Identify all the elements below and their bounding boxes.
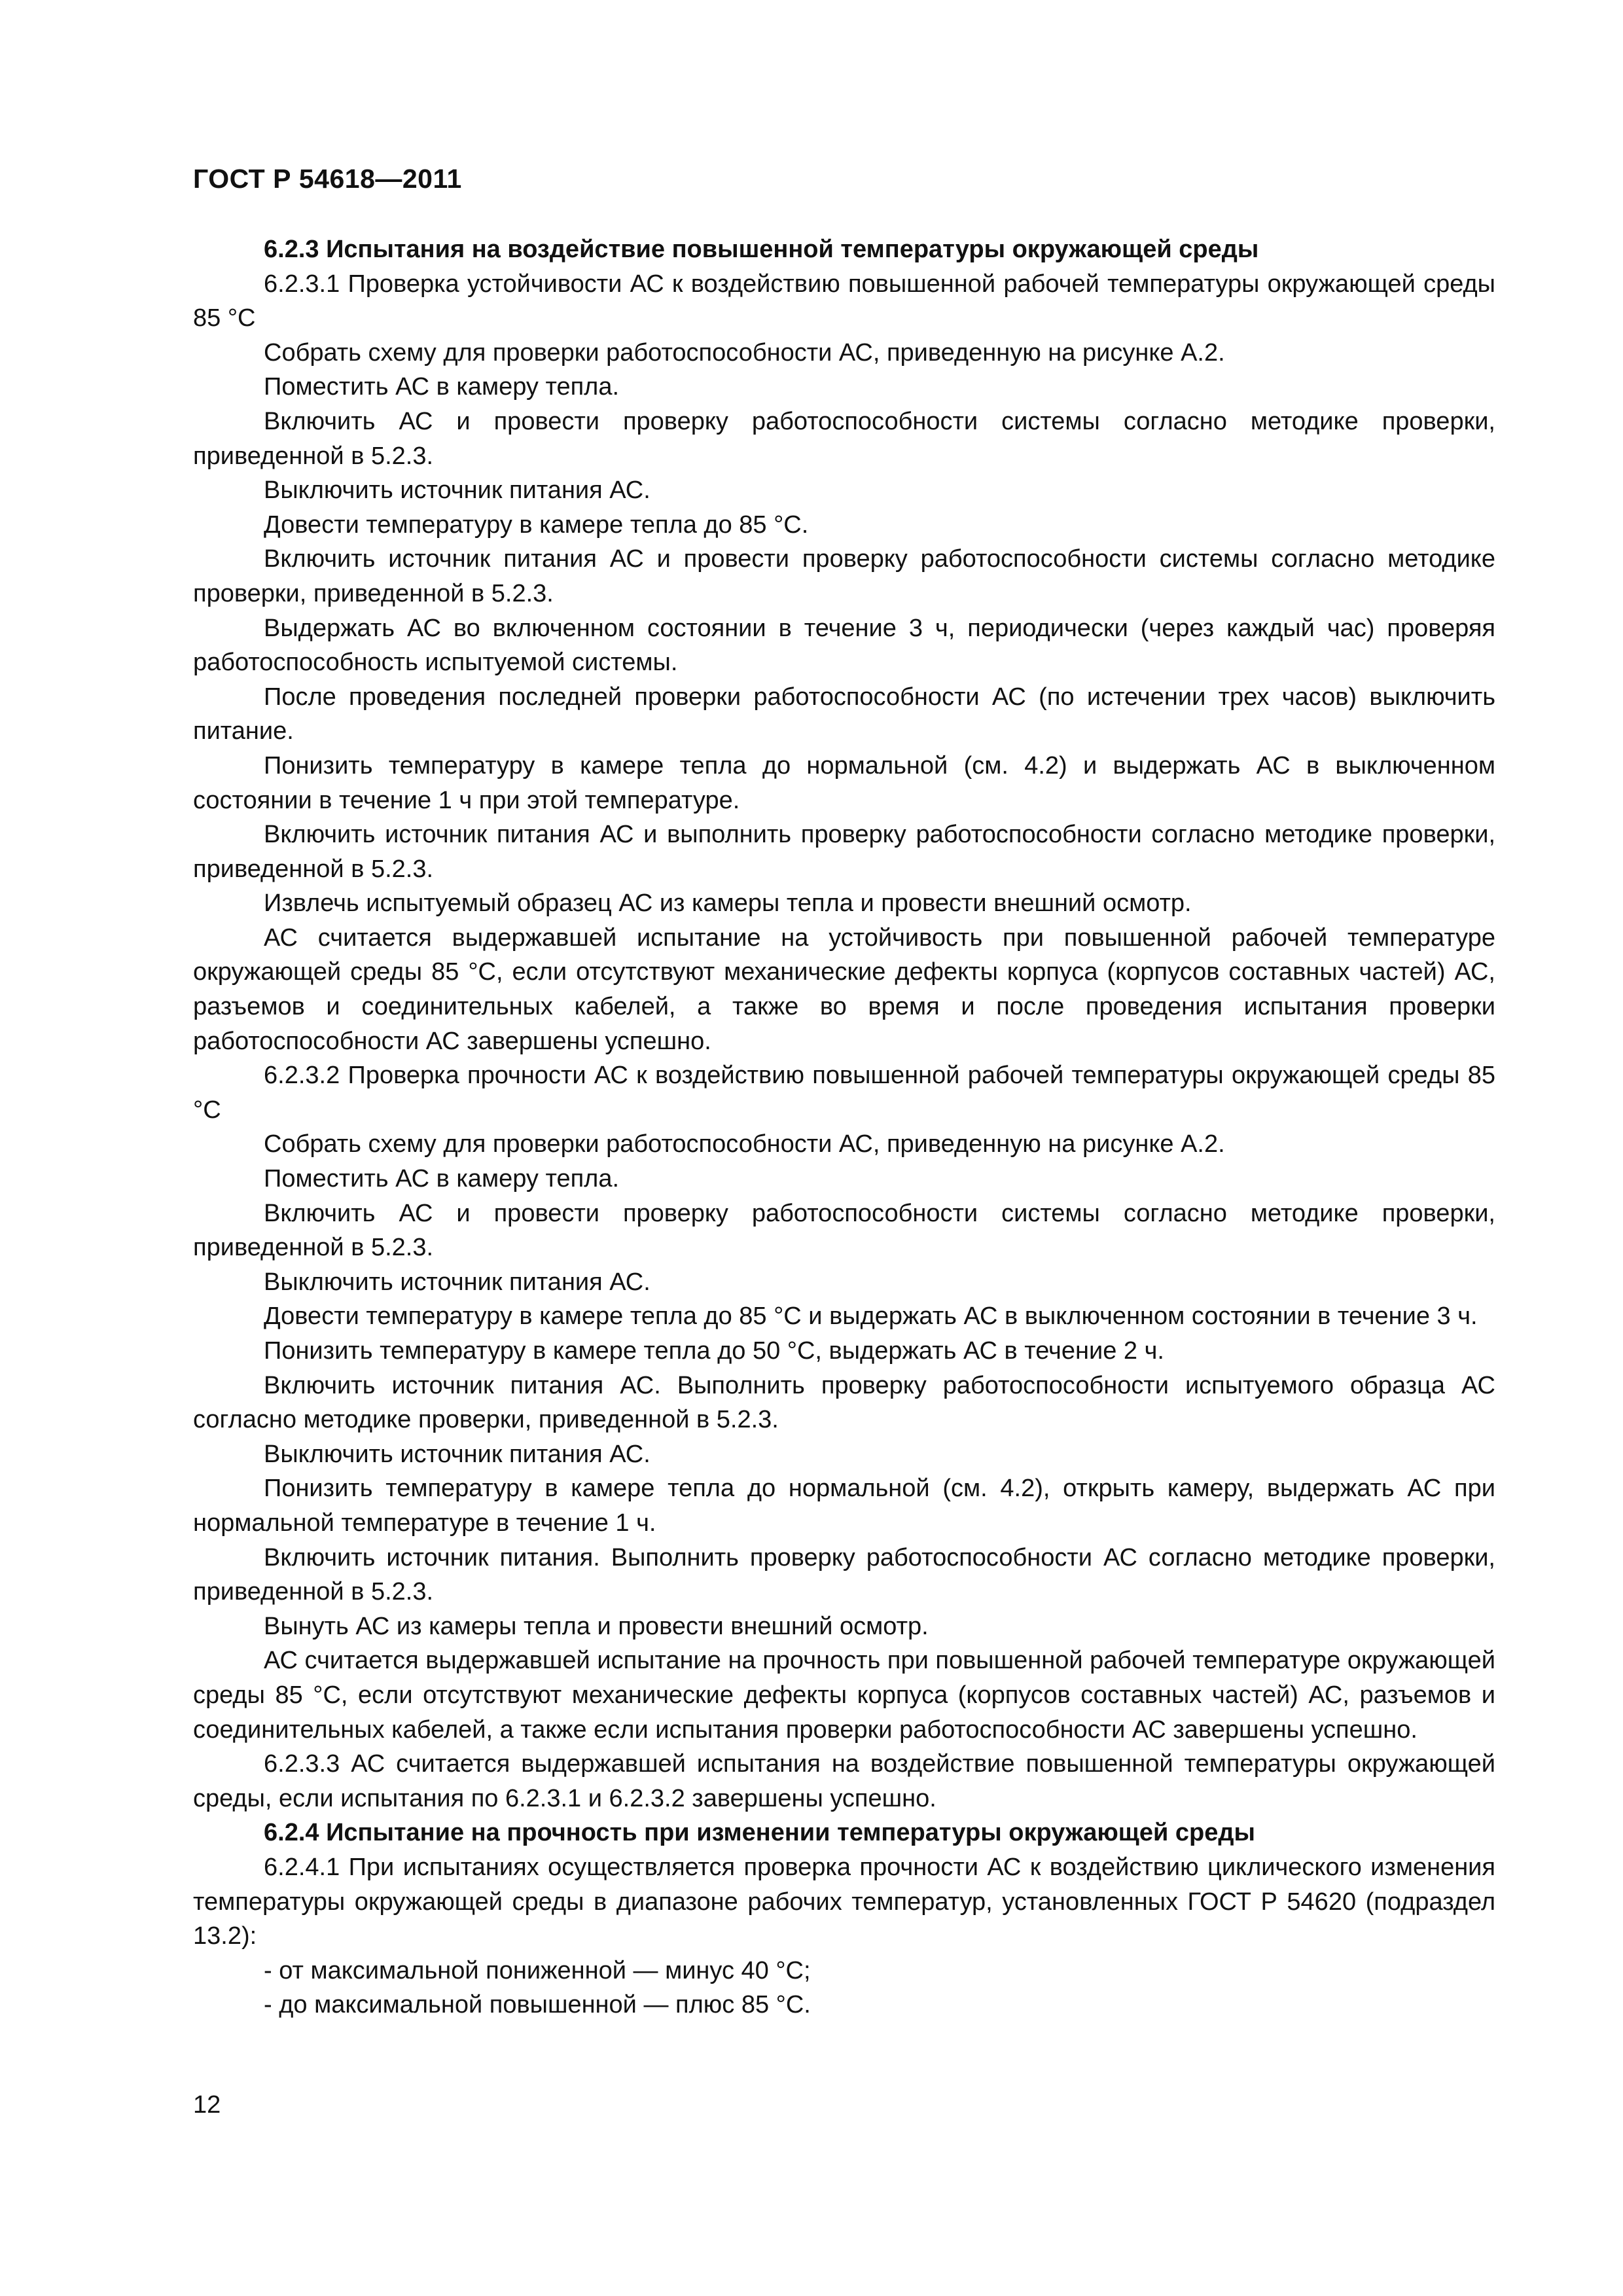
paragraph: Включить источник питания АС. Выполнить проверку работоспособности испытуемого образца АС согласно методике проверки, приведенной в 5.2.3. [193,1371,1495,1434]
paragraph: Довести температуру в камере тепла до 85 °С и выдержать АС в выключенном состоянии в течение 3 ч. [264,1302,1478,1331]
paragraph: Включить источник питания АС и выполнить проверку работоспособности согласно методике проверки, приведенной в 5.2.3. [193,821,1495,883]
paragraph: 6.2.4.1 При испытаниях осуществляется проверка прочности АС к воздействию циклического изменения температуры окружающей среды в диапазоне рабочих температур, установленных ГОСТ Р 54620 (подраздел 13.2): [193,1853,1495,1950]
paragraph: Выдержать АС во включенном состоянии в течение 3 ч, периодически (через каждый час) проверяя работоспособность испытуемой системы. [193,614,1495,677]
paragraph: Извлечь испытуемый образец АС из камеры тепла и провести внешний осмотр. [264,889,1192,918]
paragraph: Собрать схему для проверки работоспособности АС, приведенную на рисунке А.2. [264,1130,1225,1158]
paragraph: Довести температуру в камере тепла до 85 °С. [264,511,809,539]
paragraph: АС считается выдержавшей испытание на прочность при повышенной рабочей температуре окружающей среды 85 °С, если отсутствуют механические дефекты корпуса (корпусов составных частей) АС, разъемов и соединительных кабелей, а также если испытания проверки работоспособности АС завершены успешно. [193,1647,1495,1744]
document-body [193,232,1495,2022]
paragraph: Поместить АС в камеру тепла. [264,373,620,401]
paragraph: Выключить источник питания АС. [264,1268,651,1296]
paragraph: Включить АС и провести проверку работоспособности системы согласно методике проверки, приведенной в 5.2.3. [193,1199,1495,1262]
paragraph: Понизить температуру в камере тепла до нормальной (см. 4.2), открыть камеру, выдержать АС при нормальной температуре в течение 1 ч. [193,1475,1495,1537]
section-heading-6-2-4: 6.2.4 Испытание на прочность при изменении температуры окружающей среды [264,1819,1255,1847]
paragraph: Поместить АС в камеру тепла. [264,1165,620,1193]
paragraph: АС считается выдержавшей испытание на устойчивость при повышенной рабочей температуре окружающей среды 85 °С, если отсутствуют механические дефекты корпуса (корпусов составных частей) АС, разъемов и соединительных кабелей, а также во время и после проведения испытания проверки работоспособности АС завершены успешно. [193,924,1495,1055]
page-number: 12 [193,2091,221,2119]
list-item: - от максимальной пониженной — минус 40 °С; [264,1956,811,1984]
paragraph: 6.2.3.3 АС считается выдержавшей испытания на воздействие повышенной температуры окружающей среды, если испытания по 6.2.3.1 и 6.2.3.2 завершены успешно. [193,1750,1495,1812]
standard-header: ГОСТ Р 54618—2011 [193,164,462,194]
paragraph: 6.2.3.2 Проверка прочности АС к воздействию повышенной рабочей температуры окружающей среды 85 °С [193,1062,1495,1124]
paragraph: Выключить источник питания АС. [264,476,651,505]
paragraph: Понизить температуру в камере тепла до 50 °С, выдержать АС в течение 2 ч. [264,1337,1164,1365]
paragraph: После проведения последней проверки работоспособности АС (по истечении трех часов) выключить питание. [193,683,1495,745]
paragraph: Включить источник питания. Выполнить проверку работоспособности АС согласно методике проверки, приведенной в 5.2.3. [193,1543,1495,1606]
paragraph: Включить источник питания АС и провести проверку работоспособности системы согласно методике проверки, приведенной в 5.2.3. [193,545,1495,607]
paragraph: Вынуть АС из камеры тепла и провести внешний осмотр. [264,1612,929,1640]
list-item: - до максимальной повышенной — плюс 85 °С. [264,1991,811,2019]
paragraph: Собрать схему для проверки работоспособности АС, приведенную на рисунке А.2. [264,338,1225,367]
paragraph: Выключить источник питания АС. [264,1440,651,1468]
paragraph: 6.2.3.1 Проверка устойчивости АС к воздействию повышенной рабочей температуры окружающей среды 85 °С [193,270,1495,332]
paragraph: Понизить температуру в камере тепла до нормальной (см. 4.2) и выдержать АС в выключенном состоянии в течение 1 ч при этой температуре. [193,751,1495,814]
paragraph: Включить АС и провести проверку работоспособности системы согласно методике проверки, приведенной в 5.2.3. [193,407,1495,470]
section-heading-6-2-3: 6.2.3 Испытания на воздействие повышенной температуры окружающей среды [264,236,1259,263]
